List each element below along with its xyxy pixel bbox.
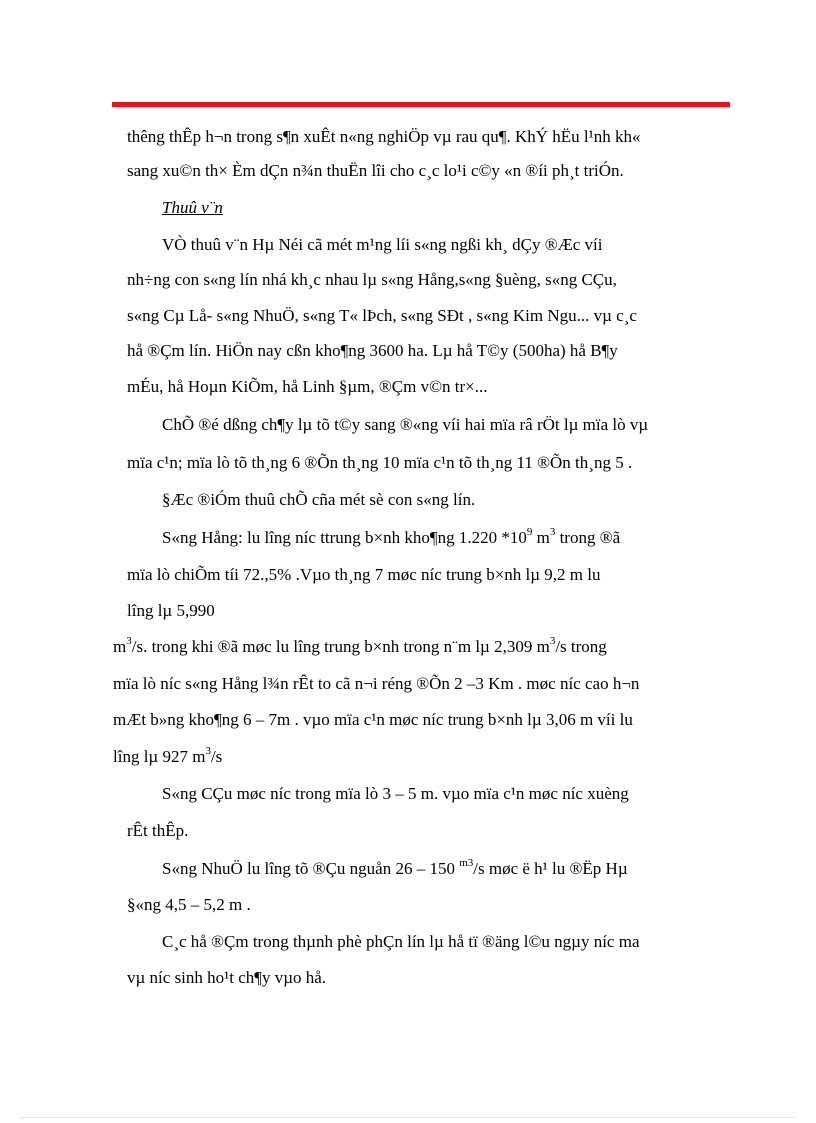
superscript: 3: [205, 745, 211, 758]
text-segment: m: [113, 637, 127, 656]
text-line: mïa lò níc s«ng Hång l¾n rÊt to cã n¬i réng ®Õn 2 –3 Km . møc níc cao h¬n: [113, 674, 640, 693]
text-segment: S«ng NhuÖ lu lîng tõ ®Çu nguån 26 – 150: [162, 859, 460, 878]
header-red-rule: [112, 102, 730, 107]
superscript: 3: [126, 635, 132, 648]
text-line: vµ níc sinh ho¹t ch¶y vµo hå.: [127, 968, 327, 987]
text-line: hå ®Çm lín. HiÖn nay cßn kho¶ng 3600 ha. Lµ hå T©y (500ha) hå B¶y: [127, 341, 618, 360]
text-segment: /s møc ë h¹ lu ®Ëp Hµ: [473, 859, 628, 878]
superscript: m3: [459, 857, 474, 870]
text-line: C¸c hå ®Çm trong thµnh phè phÇn lín lµ hå tï ®äng l©u ngµy níc ma: [162, 932, 640, 951]
superscript: 3: [549, 526, 556, 539]
text-line: [162, 858, 628, 880]
text-line: ChÕ ®é dßng ch¶y lµ tõ t©y sang ®«ng víi hai mïa râ rÖt lµ mïa lò vµ: [162, 415, 649, 434]
superscript: 9: [526, 526, 533, 539]
text-line: nh÷ng con s«ng lín nhá kh¸c nhau lµ s«ng Hång,s«ng §uèng, s«ng CÇu,: [127, 270, 617, 289]
superscript: 3: [549, 635, 556, 648]
page-bottom-border: [20, 1117, 796, 1118]
text-line: mïa c¹n; mïa lò tõ th¸ng 6 ®Õn th¸ng 10 mïa c¹n tõ th¸ng 11 ®Õn th¸ng 5 .: [127, 453, 633, 472]
text-segment: lîng lµ 927 m: [113, 747, 206, 766]
text-line: mÉu, hå Hoµn KiÕm, hå Linh §µm, ®Çm v©n tr×...: [127, 377, 488, 396]
text-line: VÒ thuû v¨n Hµ Néi cã mét m¹ng líi s«ng ngßi kh¸ dÇy ®Æc víi: [162, 235, 603, 254]
text-line: §Æc ®iÓm thuû chÕ cña mét sè con s«ng lín.: [162, 490, 476, 509]
text-segment: /s trong: [555, 637, 607, 656]
text-line: mïa lò chiÕm tíi 72.,5% .Vµo th¸ng 7 møc níc trung b×nh lµ 9,2 m lu: [127, 565, 601, 584]
text-line: lîng lµ 5,990: [127, 601, 215, 620]
text-line: rÊt thÊp.: [127, 821, 189, 840]
text-segment: trong ®ã: [555, 528, 621, 547]
section-heading: Thuû v¨n: [162, 198, 223, 217]
text-segment: /s: [210, 747, 223, 766]
text-line: S«ng CÇu møc níc trong mïa lò 3 – 5 m. vµo mïa c¹n møc níc xuèng: [162, 784, 629, 803]
text-line: [113, 636, 607, 658]
text-segment: S«ng Hång: lu lîng níc ttrung b×nh kho¶ng 1.220 *10: [162, 528, 527, 547]
text-line: [162, 527, 620, 549]
text-line: sang xu©n th× Èm dÇn n¾n thuËn lîi cho c¸c lo¹i c©y «n ®íi ph¸t triÓn.: [127, 161, 624, 180]
text-line: s«ng Cµ Lå- s«ng NhuÖ, s«ng T« lÞch, s«ng SÐt , s«ng Kim Ngu... vµ c¸c: [127, 306, 637, 325]
text-line: mÆt b»ng kho¶ng 6 – 7m . vµo mïa c¹n møc níc trung b×nh lµ 3,06 m víi lu: [113, 710, 633, 729]
text-segment: /s. trong khi ®ã møc lu lîng trung b×nh trong n¨m lµ 2,309 m: [131, 637, 550, 656]
text-line: §«ng 4,5 – 5,2 m .: [127, 895, 251, 914]
text-segment: m: [532, 528, 550, 547]
text-line: thêng thÊp h¬n trong s¶n xuÊt n«ng nghiÖp vµ rau qu¶. KhÝ hËu l¹nh kh«: [127, 127, 641, 146]
text-line: [113, 746, 222, 768]
